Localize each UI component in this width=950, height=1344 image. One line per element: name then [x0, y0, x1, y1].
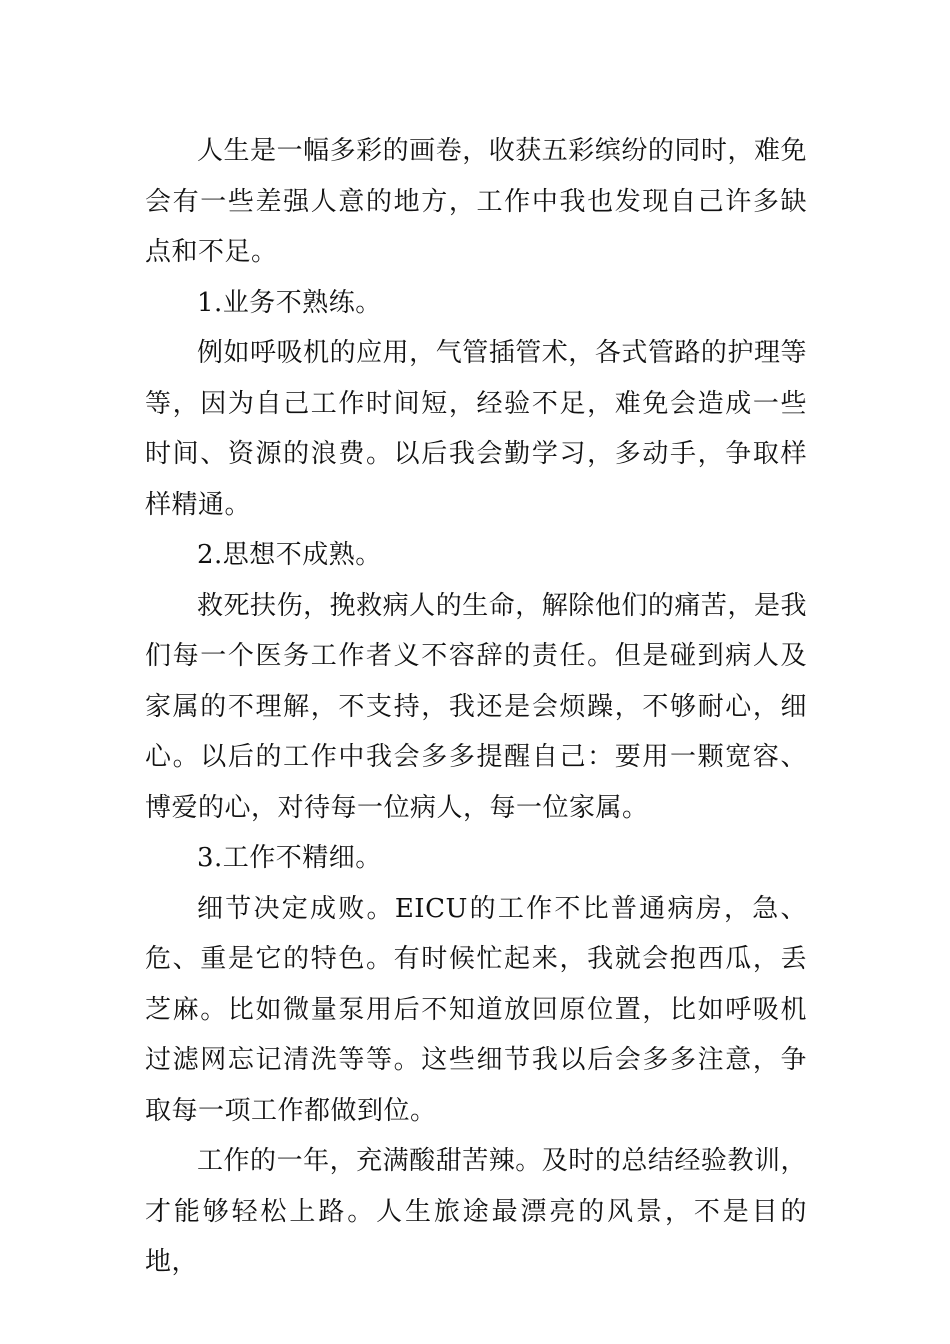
paragraph-item-1: 例如呼吸机的应用，气管插管术，各式管路的护理等等，因为自己工作时间短，经验不足，难免会造成一些时间、资源的浪费。以后我会勤学习，多动手，争取样样精通。 — [145, 338, 807, 520]
paragraph-item-3: 细节决定成败。EICU的工作不比普通病房，急、危、重是它的特色。有时候忙起来，我就会抱西瓜，丢芝麻。比如微量泵用后不知道放回原位置，比如呼吸机过滤网忘记清洗等等。这些细节我以后会多多注意，争取每一项工作都做到位。 — [145, 893, 807, 1126]
paragraph-item-2: 救死扶伤，挽救病人的生命，解除他们的痛苦，是我们每一个医务工作者义不容辞的责任。但是碰到病人及家属的不理解，不支持，我还是会烦躁，不够耐心，细心。以后的工作中我会多多提醒自己：要用一颗宽容、博爱的心，对待每一位病人，每一位家属。 — [145, 590, 807, 823]
paragraph-intro: 人生是一幅多彩的画卷，收获五彩缤纷的同时，难免会有一些差强人意的地方，工作中我也发现自己许多缺点和不足。 — [145, 136, 807, 267]
heading-item-3: 3.工作不精细。 — [197, 843, 382, 873]
heading-item-2: 2.思想不成熟。 — [197, 540, 382, 570]
document-body — [145, 126, 807, 1288]
paragraph-conclusion: 工作的一年，充满酸甜苦辣。及时的总结经验教训，才能够轻松上路。人生旅途最漂亮的风景，不是目的地， — [145, 1146, 807, 1277]
heading-item-1: 1.业务不熟练。 — [197, 287, 382, 318]
